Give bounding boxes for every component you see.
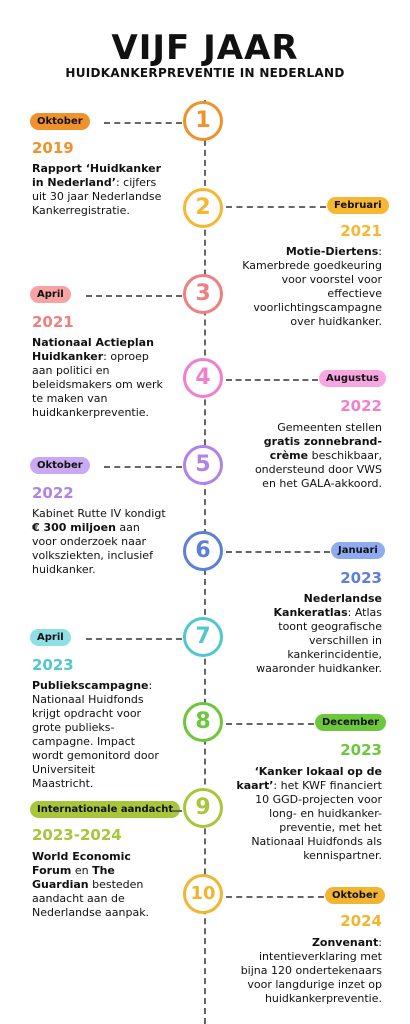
- connector: [226, 206, 326, 208]
- connector: [226, 723, 314, 725]
- month-pill: Augustus: [319, 370, 386, 387]
- month-pill: Oktober: [30, 113, 90, 130]
- year-label: 2023: [340, 741, 382, 759]
- step-number-circle: 8: [183, 702, 223, 742]
- month-pill: Oktober: [325, 887, 385, 904]
- connector: [86, 638, 182, 640]
- year-label: 2021: [340, 222, 382, 240]
- step-number-circle: 10: [183, 874, 223, 914]
- step-number-circle: 6: [183, 531, 223, 571]
- description: Zonvenant: intentieverklaring met bijna 120 ondertekenaars voor langdurige inzet op huidkankerpreventie.: [240, 936, 382, 1005]
- description: World Economic Forum en The Guardian besteden aandacht aan de Nederlandse aanpak.: [32, 850, 150, 919]
- month-pill: Oktober: [30, 457, 90, 474]
- description: Motie-Diertens: Kamerbrede goedkeuring voor voorstel voor effectieve voorlichtingscampagne over huidkanker.: [242, 245, 382, 328]
- connector: [104, 122, 182, 124]
- connector: [172, 810, 182, 812]
- step-number-circle: 3: [183, 274, 223, 314]
- connector: [226, 896, 324, 898]
- month-pill: December: [315, 714, 386, 731]
- page-title: VIJF JAAR: [111, 28, 299, 68]
- description: Nationaal Actieplan Huidkanker: oproep aan politici en beleidsmakers om werk te maken van huidkankerpreventie.: [32, 336, 163, 419]
- connector: [104, 466, 182, 468]
- description: Publiekscampagne: Nationaal Huidfonds krijgt opdracht voor grote publieks-campagne. Impact wordt gemonitord door Universiteit Maastricht.: [32, 679, 159, 790]
- year-label: 2023-2024: [32, 826, 122, 844]
- page-subtitle: HUIDKANKERPREVENTIE IN NEDERLAND: [65, 66, 345, 80]
- description: Gemeenten stellen gratis zonnebrand-crème beschikbaar, ondersteund door VWS en het GALA-akkoord.: [254, 421, 382, 490]
- connector: [226, 551, 330, 553]
- step-number-circle: 1: [183, 101, 223, 141]
- step-number-circle: 5: [183, 445, 223, 485]
- description: Kabinet Rutte IV kondigt € 300 miljoen aan voor onderzoek naar volksziekten, inclusief huidkanker.: [32, 507, 166, 576]
- year-label: 2019: [32, 139, 74, 157]
- description: Rapport ‘Huidkanker in Nederland’: cijfers uit 30 jaar Nederlandse Kankerregistratie.: [32, 162, 162, 217]
- year-label: 2022: [340, 397, 382, 415]
- month-pill: April: [30, 629, 71, 646]
- connector: [226, 379, 318, 381]
- year-label: 2022: [32, 484, 74, 502]
- description: Nederlandse Kankeratlas: Atlas toont geografische verschillen in kankerincidentie, waaronder huidkanker.: [256, 592, 382, 675]
- month-pill: Februari: [327, 197, 389, 214]
- month-pill: Januari: [331, 542, 385, 559]
- month-pill: Internationale aandacht: [30, 801, 180, 818]
- step-number-circle: 4: [183, 358, 223, 398]
- month-pill: April: [30, 286, 71, 303]
- step-number-circle: 2: [183, 188, 223, 228]
- year-label: 2023: [32, 656, 74, 674]
- step-number-circle: 9: [183, 788, 223, 828]
- description: ‘Kanker lokaal op de kaart’: het KWF financiert 10 GGD-projecten voor long- en huidkanker-preventie, met het Nationaal Huidfonds als kennispartner.: [236, 765, 382, 862]
- year-label: 2024: [340, 912, 382, 930]
- year-label: 2023: [340, 569, 382, 587]
- year-label: 2021: [32, 313, 74, 331]
- connector: [86, 295, 182, 297]
- step-number-circle: 7: [183, 617, 223, 657]
